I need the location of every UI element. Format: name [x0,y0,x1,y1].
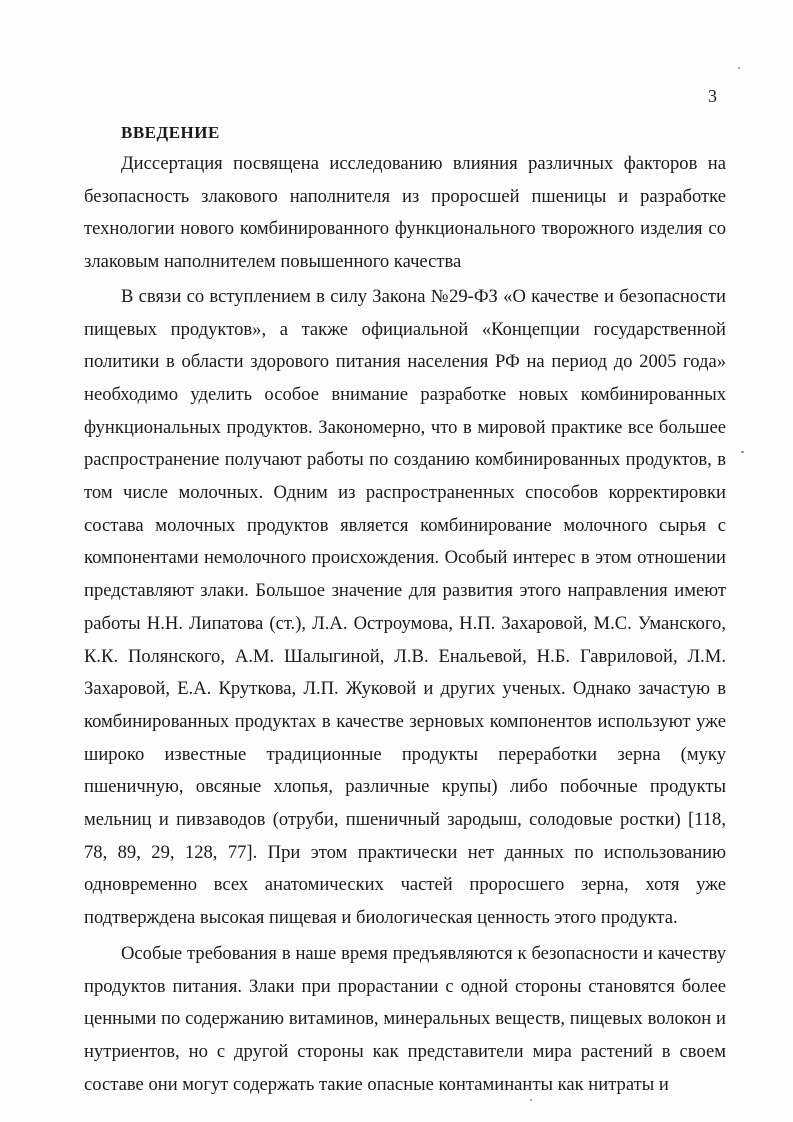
body-text [84,148,726,1101]
scan-speck [738,67,740,69]
paragraph-intro: Диссертация посвящена исследованию влияния различных факторов на безопасность злакового наполнителя из проросшей пшеницы и разработке технологии нового комбинированного функционального творожного изделия со злаковым наполнителем повышенного качества [84,153,726,273]
section-heading: ВВЕДЕНИЕ [121,123,220,142]
page-number: 3 [708,86,717,106]
paragraph-requirements: Особые требования в наше время предъявляются к безопасности и качеству продуктов питания. Злаки при прорастании с одной стороны становятся более ценными по содержанию витаминов, минеральных веществ, пищевых волокон и нутриентов, но с другой стороны как представители мира растений в своем составе они могут содержать такие опасные контаминанты как нитраты и [84,942,726,1095]
paragraph-law: В связи со вступлением в силу Закона №29-ФЗ «О качестве и безопасности пищевых продуктов», а также официальной «Концепции государственной политики в области здорового питания населения РФ на период до 2005 года» необходимо уделить особое внимание разработке новых комбинированных функциональных продуктов. Закономерно, что в мировой практике все большее распространение получают работы по созданию комбинированных продуктов, в том числе молочных. Одним из распространенных способов корректировки состава молочных продуктов является комбинирование молочного сырья с компонентами немолочного происхождения. Особый интерес в этом отношении представляют злаки. Большое значение для развития этого направления имеют работы Н.Н. Липатова (ст.), Л.А. Остроумова, Н.П. Захаровой, М.С. Уманского, К.К. Полянского, А.М. Шалыгиной, Л.В. Енальевой, Н.Б. Гавриловой, Л.М. Захаровой, Е.А. Круткова, Л.П. Жуковой и других ученых. Однако зачастую в комбинированных продуктах в качестве зерновых компонентов используют уже широко известные традиционные продукты переработки зерна (муку пшеничную, овсяные хлопья, различные крупы) либо побочные продукты мельниц и пивзаводов (отруби, пшеничный зародыш, солодовые ростки) [118, 78, 89, 29, 128, 77]. При этом практически нет данных по использованию одновременно всех анатомических частей проросшего зерна, хотя уже подтверждена высокая пищевая и биологическая ценность этого продукта. [84,285,726,929]
scan-speck [741,451,744,453]
scan-speck [530,1099,532,1101]
